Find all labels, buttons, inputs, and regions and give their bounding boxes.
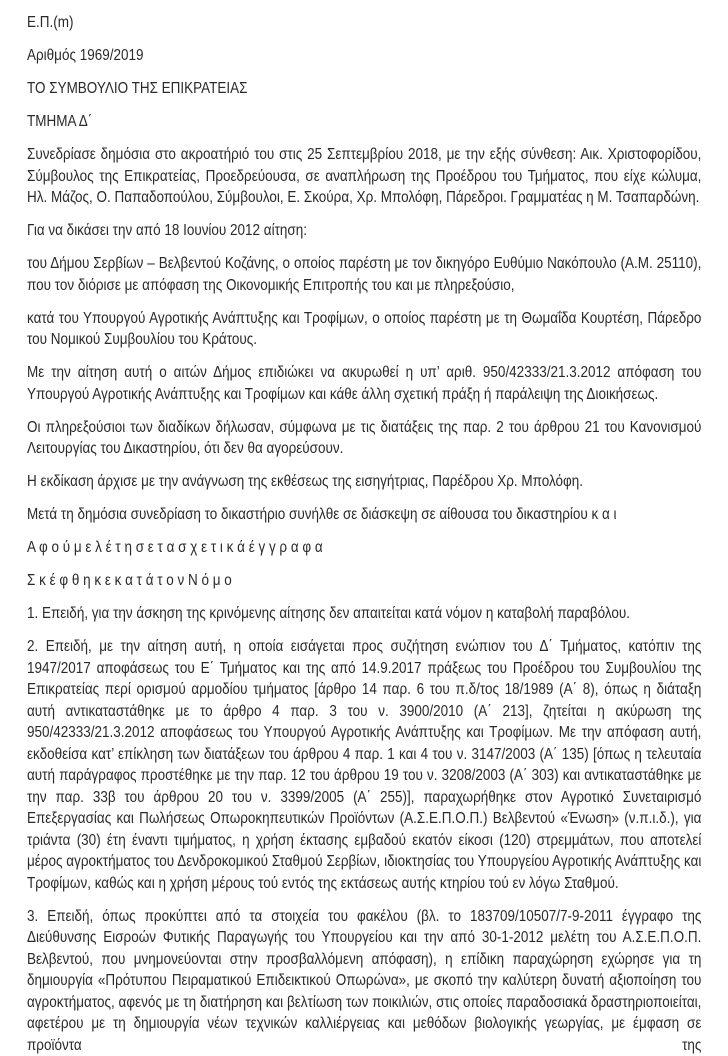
paragraph-hearing-intro: Για να δικάσει την από 18 Ιουνίου 2012 αίτηση: [27,220,701,242]
paragraph-composition: Συνεδρίασε δημόσια στο ακροατήριό του στις 25 Σεπτεμβρίου 2018, με την εξής σύνθεση: Αικ. Χριστοφορίδου, Σύμβουλος της Επικρατείας, Προεδρεύουσα, σε αναπλήρωση της Προέδρου του Τμήματος, που είχε κώλυμα, Ηλ. Μάζος, Ο. Παπαδοπούλου, Σύμβουλοι, Ε. Σκούρα, Χρ. Μπολόφη, Πάρεδροι. Γραμματέας η Μ. Τσαπαρδώνη. [27,144,701,209]
court-title: ΤΟ ΣΥΜΒΟΥΛΙΟ ΤΗΣ ΕΠΙΚΡΑΤΕΙΑΣ [27,78,701,100]
paragraph-point-2: 2. Επειδή, με την αίτηση αυτή, η οποία εισάγεται προς συζήτηση ενώπιον του Δ΄ Τμήματος, κατόπιν της 1947/2017 αποφάσεως του Ε΄ Τμήματος και της από 14.9.2017 πράξεως του Προέδρου του Συμβουλίου της Επικρατείας περί ορισμού αρμοδίου τμήματος [άρθρο 14 παρ. 6 του π.δ/τος 18/1989 (Α΄ 8), όπως η διάταξη αυτή αντικαταστάθηκε με το άρθρο 4 παρ. 3 του ν. 3900/2010 (Α΄ 213], ζητείται η ακύρωση της 950/42333/21.3.2012 αποφάσεως του Υπουργού Αγροτικής Ανάπτυξης και Τροφίμων. Με την απόφαση αυτή, εκδοθείσα κατ’ επίκληση των διατάξεων του άρθρου 4 παρ. 1 και 4 του ν. 3147/2003 (Α΄ 135) [όπως η τελευταία αυτή παράγραφος προστέθηκε με την παρ. 12 του άρθρου 19 του ν. 3208/2003 (Α΄ 303) και αντικαταστάθηκε με την παρ. 33β του άρθρου 20 του ν. 3399/2005 (Α΄ 255)], παραχωρήθηκε στον Αγροτικό Συνεταιρισμό Επεξεργασίας και Πωλήσεως Οπωροκηπευτικών Προϊόντων (Α.Σ.Ε.Π.Ο.Π.) Βελβεντού «Ένωση» (ν.π.ι.δ.), για τριάντα (30) έτη έναντι τιμήματος, η χρήση έκτασης εμβαδού εκατόν είκοσι (120) στρεμμάτων, που αποτελεί μέρος αγροκτήματος του Δενδροκομικού Σταθμού Σερβίων, ιδιοκτησίας του Υπουργείου Αγροτικής Ανάπτυξης και Τροφίμων, καθώς και η χρήση μέρους τού εντός της εκτάσεως αυτής κτηρίου τού εν λόγω Σταθμού. [27,636,701,894]
heading-considered-law: Σ κ έ φ θ η κ ε κ α τ ά τ ο ν Ν ό μ ο [27,570,701,592]
chamber-title: ΤΜΗΜΑ Δ΄ [27,111,701,133]
paragraph-deliberation: Μετά τη δημόσια συνεδρίαση το δικαστήριο συνήλθε σε διάσκεψη σε αίθουσα του δικαστηρίου κ α ι [27,504,701,526]
paragraph-request: Με την αίτηση αυτή ο αιτών Δήμος επιδιώκει να ακυρωθεί η υπ’ αριθ. 950/42333/21.3.2012 απόφαση του Υπουργού Αγροτικής Ανάπτυξης και Τροφίμων και κάθε άλλη σχετική πράξη ή παράλειψη της Διοικήσεως. [27,362,701,405]
doc-ref-code: Ε.Π.(m) [27,12,701,34]
document-page [27,12,701,1056]
decision-number: Αριθμός 1969/2019 [27,45,701,67]
paragraph-no-pleading: Οι πληρεξούσιοι των διαδίκων δήλωσαν, σύμφωνα με τις διατάξεις της παρ. 2 του άρθρου 21 του Κανονισμού Λειτουργίας του Δικαστηρίου, ότι δεν θα αγορεύσουν. [27,417,701,460]
paragraph-respondent: κατά του Υπουργού Αγροτικής Ανάπτυξης και Τροφίμων, ο οποίος παρέστη με τη Θωμαΐδα Κουρτέση, Πάρεδρο του Νομικού Συμβουλίου του Κράτους. [27,308,701,351]
paragraph-point-1: 1. Επειδή, για την άσκηση της κρινόμενης αίτησης δεν απαιτείται κατά νόμον η καταβολή παραβόλου. [27,603,701,625]
paragraph-point-3: 3. Επειδή, όπως προκύπτει από τα στοιχεία του φακέλου (βλ. το 183709/10507/7-9-2011 έγγραφο της Διεύθυνσης Εισροών Φυτικής Παραγωγής του Υπουργείου και την από 30-1-2012 μελέτη του Α.Σ.Ε.Π.Ο.Π. Βελβεντού, που μνημονεύονται στην προσβαλλόμενη απόφαση), η επίδικη παραχώρηση εχώρησε για τη δημιουργία «Πρότυπου Πειραματικού Επιδεικτικού Οπωρώνα», με σκοπό την καλύτερη δυνατή αξιοποίηση του αγροκτήματος, αφενός με τη διατήρηση και βελτίωση των ποικιλιών, στις οποίες παραδοσιακά δραστηριοποιείται, αφετέρου με τη δημιουργία νέων τεχνικών καλλιέργειας και μεθόδων βιολογικής γεωργίας, με έμφαση σε προϊόντα της [27,906,701,1056]
paragraph-applicant: του Δήμου Σερβίων – Βελβεντού Κοζάνης, ο οποίος παρέστη με τον δικηγόρο Ευθύμιο Νακόπουλο (Α.Μ. 25110), που τον διόρισε με απόφαση της Οικονομικής Επιτροπής του και με πληρεξούσιο, [27,253,701,296]
heading-studied-documents: Α φ ο ύ μ ε λ έ τ η σ ε τ α σ χ ε τ ι κ ά έ γ γ ρ α φ α [27,537,701,559]
paragraph-report-reading: Η εκδίκαση άρχισε με την ανάγνωση της εκθέσεως της εισηγήτριας, Παρέδρου Χρ. Μπολόφη. [27,471,701,493]
